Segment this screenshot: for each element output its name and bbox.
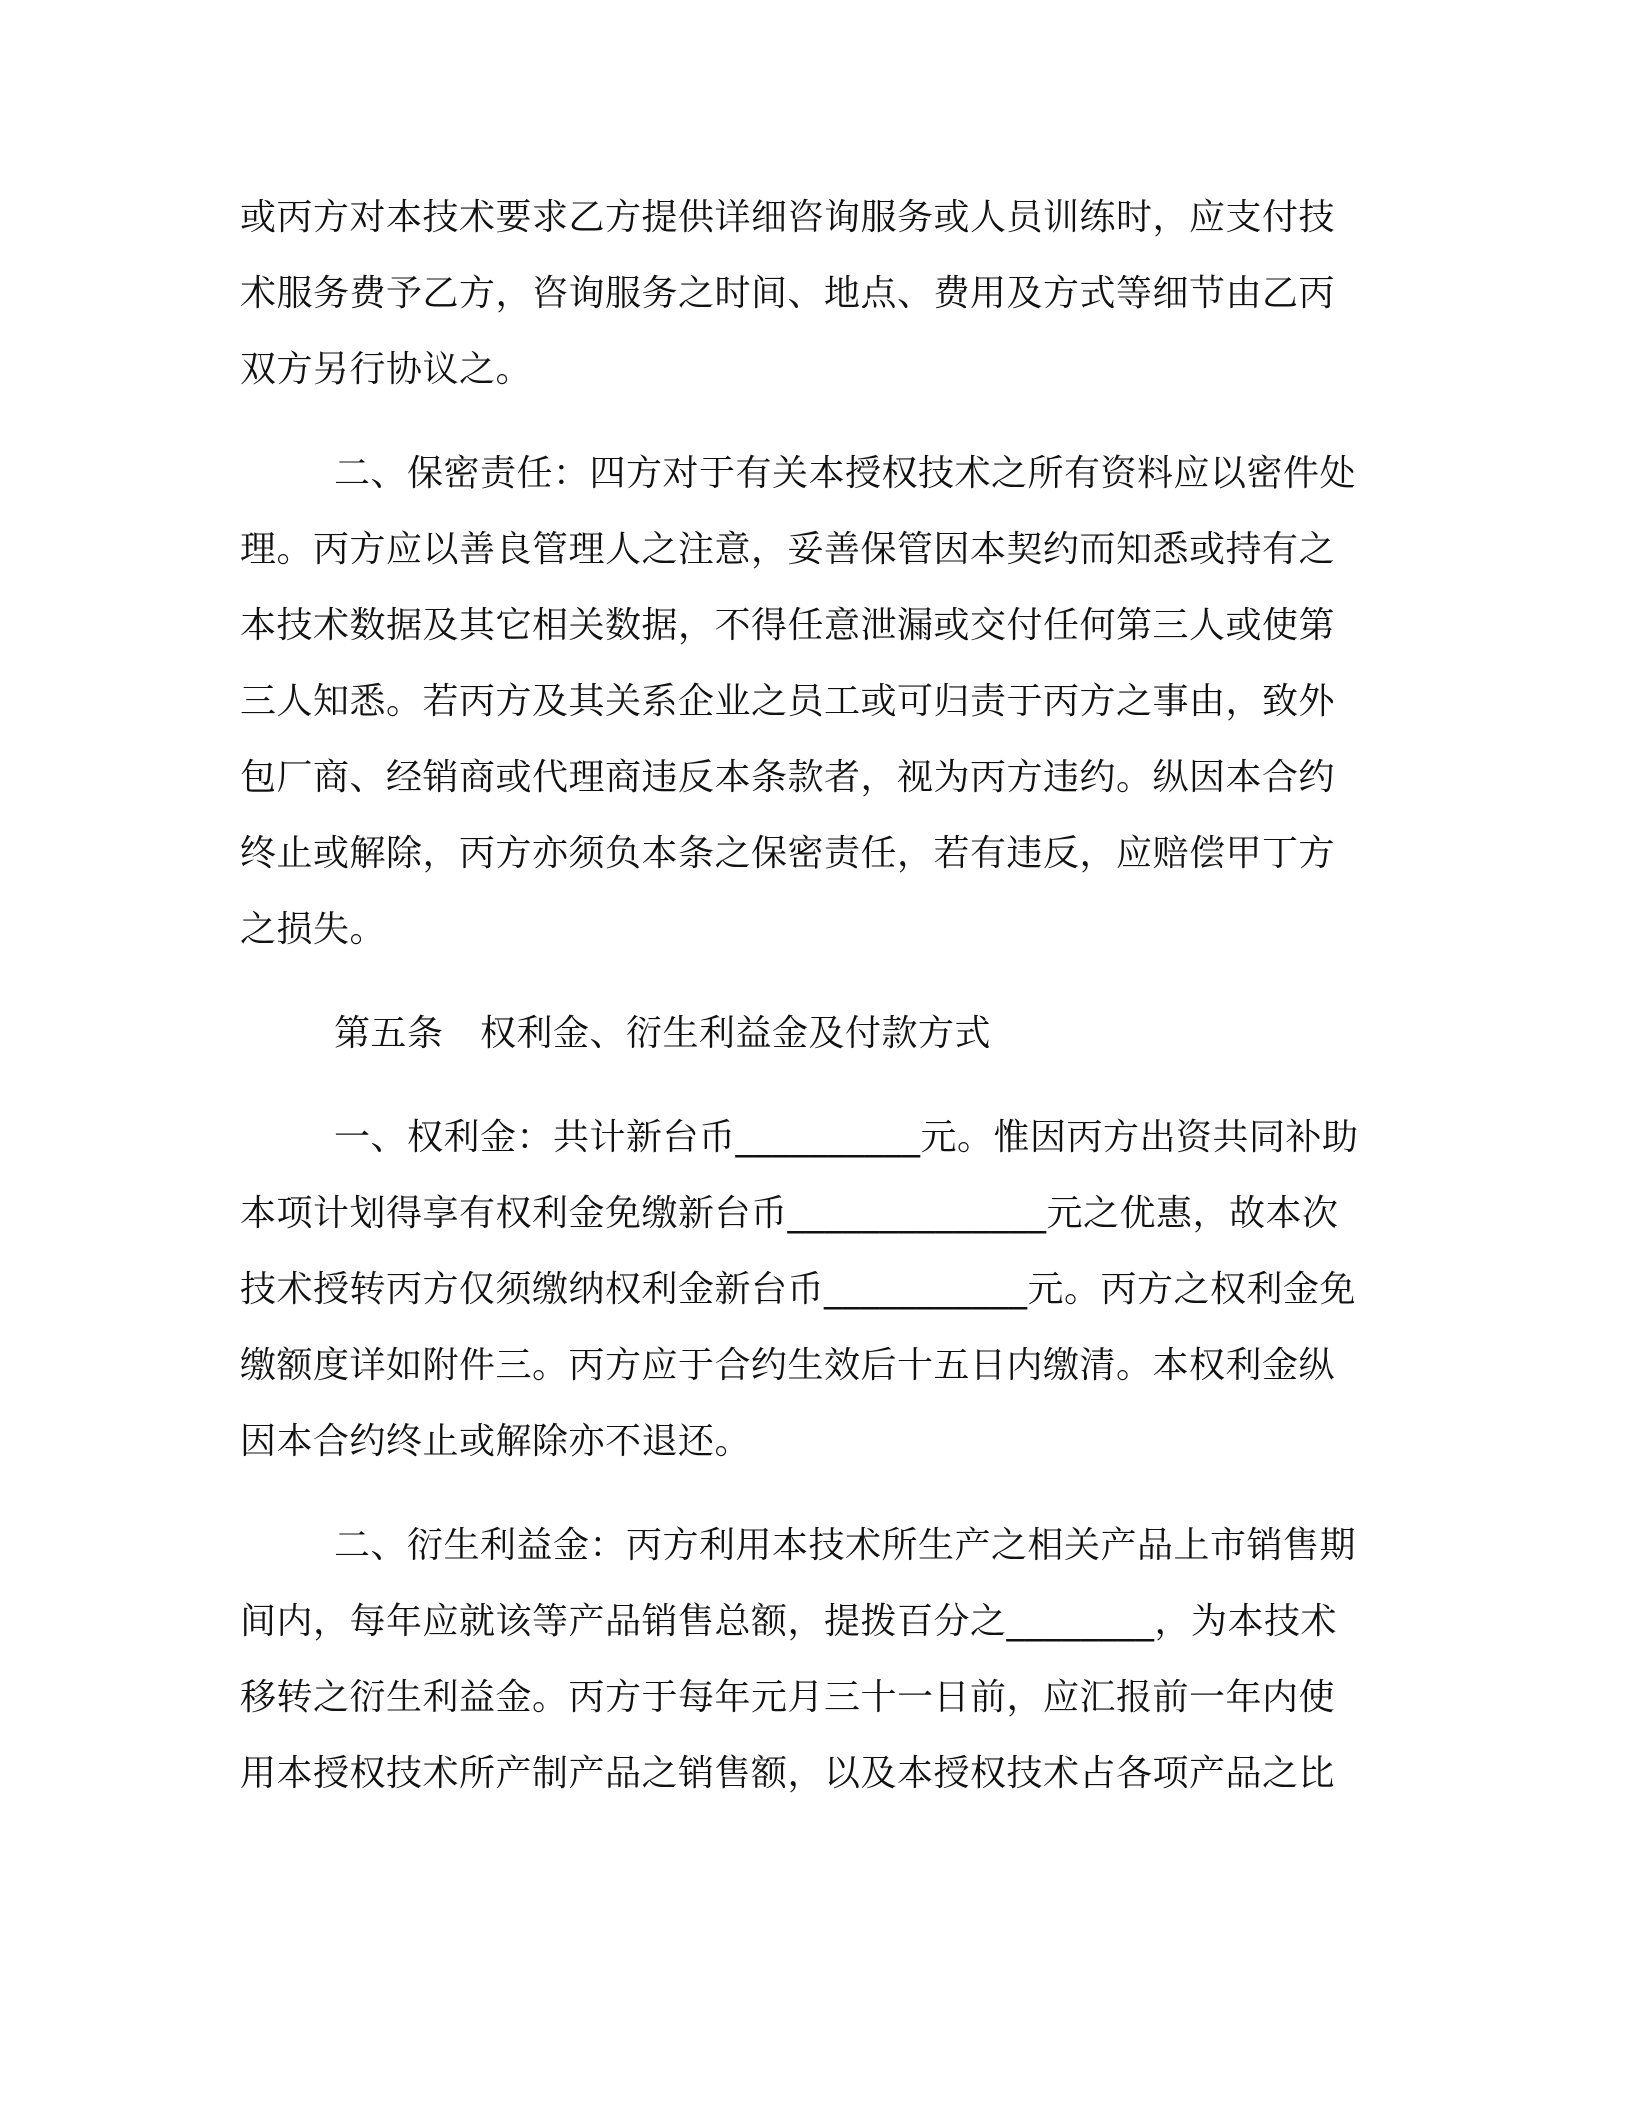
text-line: 双方另行协议之。: [240, 349, 533, 390]
text-line: 理。丙方应以善良管理人之注意，妥善保管因本契约而知悉或持有之: [240, 529, 1336, 570]
text-line: 术服务费予乙方，咨询服务之时间、地点、费用及方式等细节由乙丙: [240, 273, 1336, 314]
text-line: 因本合约终止或解除亦不退还。: [240, 1421, 752, 1462]
text-line: 移转之衍生利益金。丙方于每年元月三十一日前，应汇报前一年内使: [240, 1677, 1336, 1718]
text-line: 之损失。: [240, 909, 387, 950]
article-heading: 第五条 权利金、衍生利益金及付款方式: [334, 1013, 992, 1054]
text-line: 本技术数据及其它相关数据，不得任意泄漏或交付任何第三人或使第: [240, 605, 1336, 646]
text-line: 或丙方对本技术要求乙方提供详细咨询服务或人员训练时，应支付技: [240, 197, 1336, 238]
text-line: 用本授权技术所产制产品之销售额，以及本授权技术占各项产品之比: [240, 1753, 1336, 1794]
text-line: 间内，每年应就该等产品销售总额，提拨百分之________，为本技术: [240, 1601, 1338, 1642]
text-line: 三人知悉。若丙方及其关系企业之员工或可归责于丙方之事由，致外: [240, 681, 1336, 722]
paragraph-first-line: 二、保密责任：四方对于有关本授权技术之所有资料应以密件处: [334, 453, 1357, 494]
text-line: 终止或解除，丙方亦须负本条之保密责任，若有违反，应赔偿甲丁方: [240, 833, 1336, 874]
paragraph-first-line: 二、衍生利益金：丙方利用本技术所生产之相关产品上市销售期: [334, 1525, 1357, 1566]
paragraph-first-line: 一、权利金：共计新台币__________元。惟因丙方出资共同补助: [334, 1117, 1359, 1158]
text-line: 包厂商、经销商或代理商违反本条款者，视为丙方违约。纵因本合约: [240, 757, 1336, 798]
text-line: 缴额度详如附件三。丙方应于合约生效后十五日内缴清。本权利金纵: [240, 1345, 1336, 1386]
text-line: 本项计划得享有权利金免缴新台币______________元之优惠，故本次: [240, 1193, 1339, 1234]
text-line: 技术授转丙方仅须缴纳权利金新台币___________元。丙方之权利金免: [240, 1269, 1357, 1310]
